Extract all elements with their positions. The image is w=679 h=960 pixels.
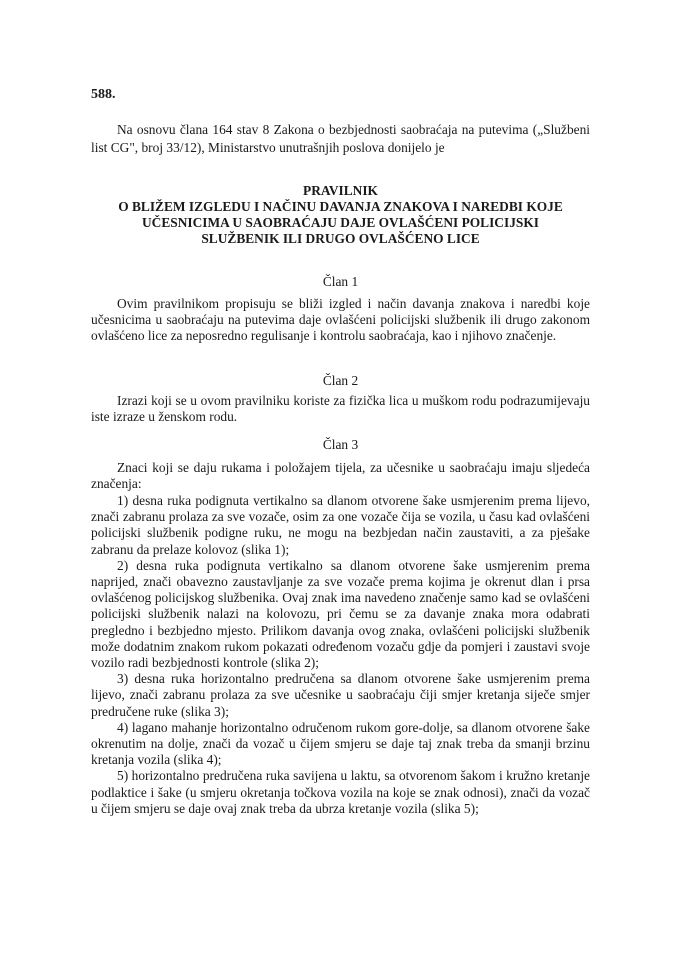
- intro-paragraph: Na osnovu člana 164 stav 8 Zakona o bezbjednosti saobraćaja na putevima („Službeni list CG", broj 33/12), Ministarstvo unutrašnjih poslova donijelo je: [91, 122, 590, 155]
- list-item: 2) desna ruka podignuta vertikalno sa dlanom otvorene šake usmjerenim prema naprijed, znači obavezno zaustavljanje za sve vozače prema kojima je okrenut dlan i prsa ovlašćenog policijskog službenika. Ovaj znak ima navedeno značenje samo kad se ovlašćeni policijski službenik nalazi na kolovozu, pri čemu se za davanje znaka mora odabrati pregledno i bezbjedno mjesto. Prilikom davanja ovog znaka, ovlašćeni policijski službenik može dodatnim znakom rukom pokazati određenom vozaču gdje da pomjeri i zaustavi svoje vozilo radi bezbjednosti kontrole (slika 2);: [91, 557, 590, 671]
- document-number: 588.: [91, 87, 116, 102]
- article-1-heading: Član 1: [322, 274, 359, 289]
- list-item: 4) lagano mahanje horizontalno odručenom rukom gore-dolje, sa dlanom otvorene šake okrenutim na dolje, znači da vozač u čijem smjeru se daje taj znak treba da smanji brzinu kretanja vozila (slika 4);: [91, 719, 590, 768]
- list-item: 1) desna ruka podignuta vertikalno sa dlanom otvorene šake usmjerenim prema lijevo, znači zabranu prolaza za sve vozače, osim za one vozače čija se vozila, u času kad ovlašćeni policijski službenik podigne ruku, ne mogu na bezbjedan način zaustaviti, a za pješake zabranu da prelaze kolovoz (slika 1);: [91, 493, 590, 557]
- article-2-text: Izrazi koji se u ovom pravilniku koriste za fizička lica u muškom rodu podrazumijevaju iste izraze u ženskom rodu.: [91, 393, 590, 425]
- document-title: [86, 183, 595, 247]
- title-line: SLUŽBENIK ILI DRUGO OVLAŠĆENO LICE: [201, 231, 480, 246]
- article-3-items: [91, 493, 590, 817]
- article-3-heading: Član 3: [322, 437, 359, 452]
- title-line: UČESNICIMA U SAOBRAĆAJU DAJE OVLAŠĆENI POLICIJSKI: [142, 215, 539, 230]
- article-2-heading: Član 2: [322, 373, 359, 388]
- article-1-text: Ovim pravilnikom propisuju se bliži izgled i način davanja znakova i naredbi koje učesnicima u saobraćaju na putevima daje ovlašćeni policijski službenik ili drugo zakonom ovlašćeno lice za neposredno regulisanje i kontrolu saobraćaja, kao i njihovo značenje.: [91, 296, 590, 344]
- title-line: O BLIŽEM IZGLEDU I NAČINU DAVANJA ZNAKOVA I NAREDBI KOJE: [118, 199, 563, 214]
- title-line: PRAVILNIK: [303, 183, 378, 198]
- list-item: 5) horizontalno predručena ruka savijena u laktu, sa otvorenom šakom i kružno kretanje podlaktice i šake (u smjeru okretanja točkova vozila na koje se znak odnosi), znači da vozač u čijem smjeru se daje ovaj znak treba da ubrza kretanje vozila (slika 5);: [91, 768, 590, 816]
- article-3-text: Znaci koji se daju rukama i položajem tijela, za učesnike u saobraćaju imaju sljedeća značenja:: [91, 460, 590, 492]
- list-item: 3) desna ruka horizontalno predručena sa dlanom otvorene šake usmjerenim prema lijevo, znači zabranu prolaza za sve učesnike u saobraćaju čiji smjer kretanja siječe smjer predručene ruke (slika 3);: [91, 671, 590, 719]
